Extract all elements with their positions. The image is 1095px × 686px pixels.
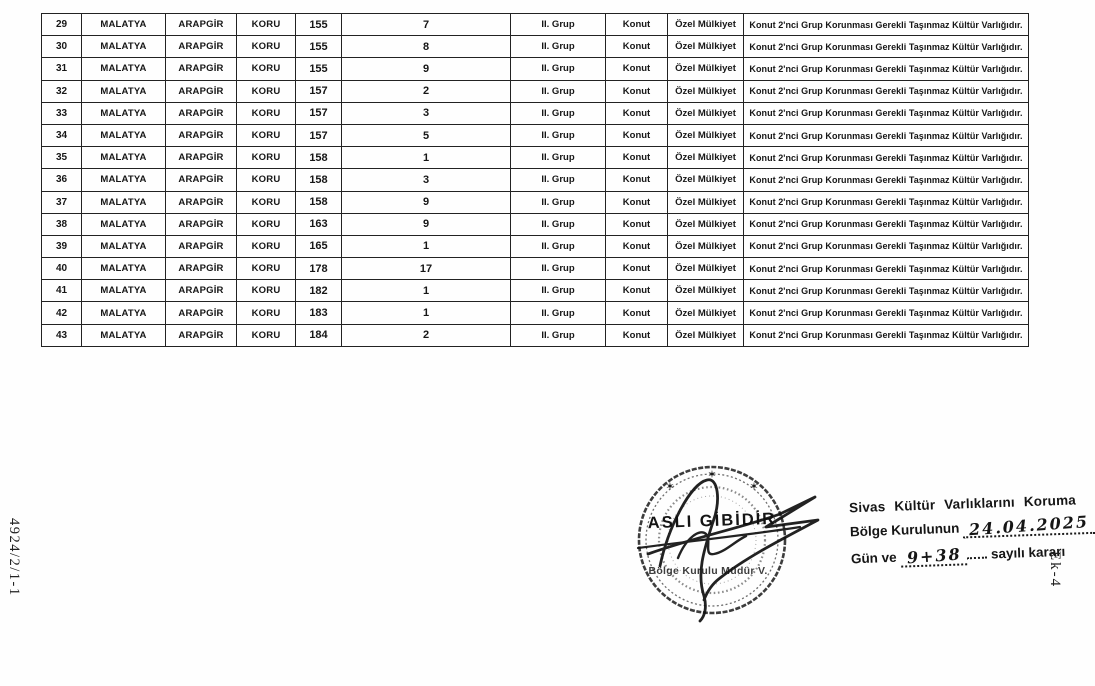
cell-parcel-no: 1 xyxy=(342,235,511,257)
cell-province: MALATYA xyxy=(82,235,166,257)
cell-block-no: 178 xyxy=(296,258,342,280)
handwritten-date: 24.04.2025 xyxy=(968,511,1090,540)
cell-group: II. Grup xyxy=(511,58,606,80)
cell-block-no: 165 xyxy=(296,235,342,257)
table-row xyxy=(42,235,1029,257)
table-row xyxy=(42,58,1029,80)
cell-group: II. Grup xyxy=(511,147,606,169)
cell-usage: Konut xyxy=(606,102,668,124)
svg-text:✶: ✶ xyxy=(749,480,759,493)
cell-group: II. Grup xyxy=(511,36,606,58)
cell-province: MALATYA xyxy=(82,191,166,213)
table-row xyxy=(42,258,1029,280)
cell-district: ARAPGİR xyxy=(166,191,237,213)
cell-ownership: Özel Mülkiyet xyxy=(668,102,744,124)
cell-neighborhood: KORU xyxy=(237,58,296,80)
cell-row-number: 42 xyxy=(42,302,82,324)
cell-ownership: Özel Mülkiyet xyxy=(668,191,744,213)
cell-district: ARAPGİR xyxy=(166,14,237,36)
cell-usage: Konut xyxy=(606,280,668,302)
cell-neighborhood: KORU xyxy=(237,213,296,235)
cell-block-no: 158 xyxy=(296,191,342,213)
cell-district: ARAPGİR xyxy=(166,213,237,235)
seal-title-text: Bölge Kurulu Müdür V. xyxy=(648,565,768,577)
cell-neighborhood: KORU xyxy=(237,124,296,146)
cell-district: ARAPGİR xyxy=(166,58,237,80)
table-row xyxy=(42,147,1029,169)
cell-neighborhood: KORU xyxy=(237,191,296,213)
table-row xyxy=(42,191,1029,213)
cell-usage: Konut xyxy=(606,258,668,280)
cell-neighborhood: KORU xyxy=(237,258,296,280)
cell-ownership: Özel Mülkiyet xyxy=(668,124,744,146)
cell-neighborhood: KORU xyxy=(237,102,296,124)
cell-parcel-no: 1 xyxy=(342,302,511,324)
cell-parcel-no: 17 xyxy=(342,258,511,280)
cell-district: ARAPGİR xyxy=(166,280,237,302)
cell-description: Konut 2'nci Grup Korunması Gerekli Taşınmaz Kültür Varlığıdır. xyxy=(744,14,1029,36)
cell-group: II. Grup xyxy=(511,169,606,191)
cell-description: Konut 2'nci Grup Korunması Gerekli Taşınmaz Kültür Varlığıdır. xyxy=(744,191,1029,213)
cell-district: ARAPGİR xyxy=(166,147,237,169)
approval-note-line3-prefix: Gün ve xyxy=(850,549,897,567)
cell-block-no: 158 xyxy=(296,147,342,169)
cell-block-no: 183 xyxy=(296,302,342,324)
cell-district: ARAPGİR xyxy=(166,36,237,58)
cell-province: MALATYA xyxy=(82,324,166,346)
cell-usage: Konut xyxy=(606,235,668,257)
cell-district: ARAPGİR xyxy=(166,169,237,191)
svg-text:✶: ✶ xyxy=(707,468,717,481)
cell-province: MALATYA xyxy=(82,14,166,36)
cell-usage: Konut xyxy=(606,14,668,36)
cell-group: II. Grup xyxy=(511,324,606,346)
cell-row-number: 43 xyxy=(42,324,82,346)
cell-province: MALATYA xyxy=(82,102,166,124)
cell-block-no: 155 xyxy=(296,58,342,80)
cell-usage: Konut xyxy=(606,213,668,235)
asli-gibidir-text: ASLI GİBİDİR xyxy=(647,509,777,533)
cell-province: MALATYA xyxy=(82,58,166,80)
cell-province: MALATYA xyxy=(82,124,166,146)
cell-ownership: Özel Mülkiyet xyxy=(668,213,744,235)
cell-row-number: 34 xyxy=(42,124,82,146)
cell-neighborhood: KORU xyxy=(237,280,296,302)
cell-district: ARAPGİR xyxy=(166,124,237,146)
cell-description: Konut 2'nci Grup Korunması Gerekli Taşınmaz Kültür Varlığıdır. xyxy=(744,302,1029,324)
table-row xyxy=(42,102,1029,124)
cell-parcel-no: 9 xyxy=(342,58,511,80)
cell-row-number: 36 xyxy=(42,169,82,191)
table-row xyxy=(42,124,1029,146)
cell-ownership: Özel Mülkiyet xyxy=(668,324,744,346)
cell-district: ARAPGİR xyxy=(166,324,237,346)
cell-group: II. Grup xyxy=(511,124,606,146)
cell-parcel-no: 7 xyxy=(342,14,511,36)
cell-province: MALATYA xyxy=(82,80,166,102)
cell-parcel-no: 5 xyxy=(342,124,511,146)
cell-group: II. Grup xyxy=(511,14,606,36)
cell-row-number: 31 xyxy=(42,58,82,80)
cell-description: Konut 2'nci Grup Korunması Gerekli Taşınmaz Kültür Varlığıdır. xyxy=(744,80,1029,102)
cell-group: II. Grup xyxy=(511,258,606,280)
cell-usage: Konut xyxy=(606,80,668,102)
cell-row-number: 41 xyxy=(42,280,82,302)
cell-description: Konut 2'nci Grup Korunması Gerekli Taşınmaz Kültür Varlığıdır. xyxy=(744,235,1029,257)
table-row xyxy=(42,302,1029,324)
cell-usage: Konut xyxy=(606,324,668,346)
cell-block-no: 184 xyxy=(296,324,342,346)
cell-usage: Konut xyxy=(606,58,668,80)
cell-description: Konut 2'nci Grup Korunması Gerekli Taşınmaz Kültür Varlığıdır. xyxy=(744,147,1029,169)
approval-note-line3-suffix: sayılı kararı xyxy=(990,543,1066,562)
cell-row-number: 37 xyxy=(42,191,82,213)
cell-group: II. Grup xyxy=(511,213,606,235)
cell-neighborhood: KORU xyxy=(237,169,296,191)
cell-group: II. Grup xyxy=(511,235,606,257)
cell-group: II. Grup xyxy=(511,280,606,302)
cell-usage: Konut xyxy=(606,169,668,191)
table-row xyxy=(42,324,1029,346)
cell-ownership: Özel Mülkiyet xyxy=(668,169,744,191)
cell-province: MALATYA xyxy=(82,147,166,169)
approval-note-line2-prefix: Bölge Kurulunun xyxy=(849,520,960,540)
cell-parcel-no: 1 xyxy=(342,147,511,169)
table-body xyxy=(42,14,1029,347)
dotted-line xyxy=(967,545,987,560)
cell-ownership: Özel Mülkiyet xyxy=(668,58,744,80)
cell-district: ARAPGİR xyxy=(166,235,237,257)
cell-block-no: 157 xyxy=(296,102,342,124)
svg-text:✶: ✶ xyxy=(665,480,675,493)
cell-block-no: 182 xyxy=(296,280,342,302)
cell-neighborhood: KORU xyxy=(237,324,296,346)
cell-province: MALATYA xyxy=(82,36,166,58)
cell-row-number: 39 xyxy=(42,235,82,257)
cell-province: MALATYA xyxy=(82,258,166,280)
cell-parcel-no: 8 xyxy=(342,36,511,58)
cell-usage: Konut xyxy=(606,124,668,146)
cell-ownership: Özel Mülkiyet xyxy=(668,80,744,102)
cell-parcel-no: 1 xyxy=(342,280,511,302)
signature-scribble xyxy=(638,480,818,621)
cell-block-no: 158 xyxy=(296,169,342,191)
cell-row-number: 33 xyxy=(42,102,82,124)
cell-row-number: 35 xyxy=(42,147,82,169)
handwritten-date-slot xyxy=(963,511,1095,540)
certification-seal-area xyxy=(608,450,843,665)
handwritten-number-slot xyxy=(900,544,967,568)
cell-parcel-no: 2 xyxy=(342,80,511,102)
table-row xyxy=(42,213,1029,235)
cell-row-number: 38 xyxy=(42,213,82,235)
cell-province: MALATYA xyxy=(82,169,166,191)
cell-usage: Konut xyxy=(606,36,668,58)
cell-neighborhood: KORU xyxy=(237,36,296,58)
cell-district: ARAPGİR xyxy=(166,258,237,280)
cell-group: II. Grup xyxy=(511,191,606,213)
cell-row-number: 30 xyxy=(42,36,82,58)
cell-block-no: 163 xyxy=(296,213,342,235)
cell-description: Konut 2'nci Grup Korunması Gerekli Taşınmaz Kültür Varlığıdır. xyxy=(744,102,1029,124)
table-row xyxy=(42,280,1029,302)
cell-neighborhood: KORU xyxy=(237,14,296,36)
approval-note-line2 xyxy=(849,511,1095,543)
cell-parcel-no: 3 xyxy=(342,169,511,191)
cell-row-number: 32 xyxy=(42,80,82,102)
cell-block-no: 157 xyxy=(296,80,342,102)
cell-usage: Konut xyxy=(606,302,668,324)
document-number-vertical: 4924/2/1-1 xyxy=(6,518,22,597)
cell-province: MALATYA xyxy=(82,280,166,302)
cell-neighborhood: KORU xyxy=(237,235,296,257)
cell-description: Konut 2'nci Grup Korunması Gerekli Taşınmaz Kültür Varlığıdır. xyxy=(744,58,1029,80)
cell-block-no: 155 xyxy=(296,14,342,36)
cell-parcel-no: 3 xyxy=(342,102,511,124)
table-row xyxy=(42,80,1029,102)
cell-district: ARAPGİR xyxy=(166,302,237,324)
cell-province: MALATYA xyxy=(82,213,166,235)
cell-description: Konut 2'nci Grup Korunması Gerekli Taşınmaz Kültür Varlığıdır. xyxy=(744,36,1029,58)
cell-ownership: Özel Mülkiyet xyxy=(668,36,744,58)
cell-group: II. Grup xyxy=(511,80,606,102)
cell-parcel-no: 2 xyxy=(342,324,511,346)
cell-description: Konut 2'nci Grup Korunması Gerekli Taşınmaz Kültür Varlığıdır. xyxy=(744,280,1029,302)
cell-group: II. Grup xyxy=(511,102,606,124)
cell-block-no: 157 xyxy=(296,124,342,146)
cell-ownership: Özel Mülkiyet xyxy=(668,235,744,257)
heritage-inventory-table xyxy=(41,13,1029,347)
cell-province: MALATYA xyxy=(82,302,166,324)
cell-row-number: 29 xyxy=(42,14,82,36)
cell-usage: Konut xyxy=(606,191,668,213)
cell-ownership: Özel Mülkiyet xyxy=(668,14,744,36)
attachment-label-vertical: Ek-4 xyxy=(1047,551,1063,589)
cell-district: ARAPGİR xyxy=(166,80,237,102)
table-row xyxy=(42,36,1029,58)
cell-description: Konut 2'nci Grup Korunması Gerekli Taşınmaz Kültür Varlığıdır. xyxy=(744,213,1029,235)
cell-neighborhood: KORU xyxy=(237,80,296,102)
cell-block-no: 155 xyxy=(296,36,342,58)
cell-row-number: 40 xyxy=(42,258,82,280)
cell-description: Konut 2'nci Grup Korunması Gerekli Taşınmaz Kültür Varlığıdır. xyxy=(744,124,1029,146)
approval-note-line1: Sivas Kültür Varlıklarını Koruma xyxy=(848,492,1077,516)
handwritten-number: 9+38 xyxy=(905,544,962,568)
table-row xyxy=(42,14,1029,36)
cell-description: Konut 2'nci Grup Korunması Gerekli Taşınmaz Kültür Varlığıdır. xyxy=(744,169,1029,191)
cell-parcel-no: 9 xyxy=(342,191,511,213)
cell-ownership: Özel Mülkiyet xyxy=(668,147,744,169)
cell-ownership: Özel Mülkiyet xyxy=(668,280,744,302)
cell-parcel-no: 9 xyxy=(342,213,511,235)
table-row xyxy=(42,169,1029,191)
cell-ownership: Özel Mülkiyet xyxy=(668,302,744,324)
cell-description: Konut 2'nci Grup Korunması Gerekli Taşınmaz Kültür Varlığıdır. xyxy=(744,324,1029,346)
cell-description: Konut 2'nci Grup Korunması Gerekli Taşınmaz Kültür Varlığıdır. xyxy=(744,258,1029,280)
cell-group: II. Grup xyxy=(511,302,606,324)
cell-ownership: Özel Mülkiyet xyxy=(668,258,744,280)
cell-district: ARAPGİR xyxy=(166,102,237,124)
cell-neighborhood: KORU xyxy=(237,302,296,324)
cell-usage: Konut xyxy=(606,147,668,169)
cell-neighborhood: KORU xyxy=(237,147,296,169)
official-seal-icon xyxy=(608,450,843,665)
